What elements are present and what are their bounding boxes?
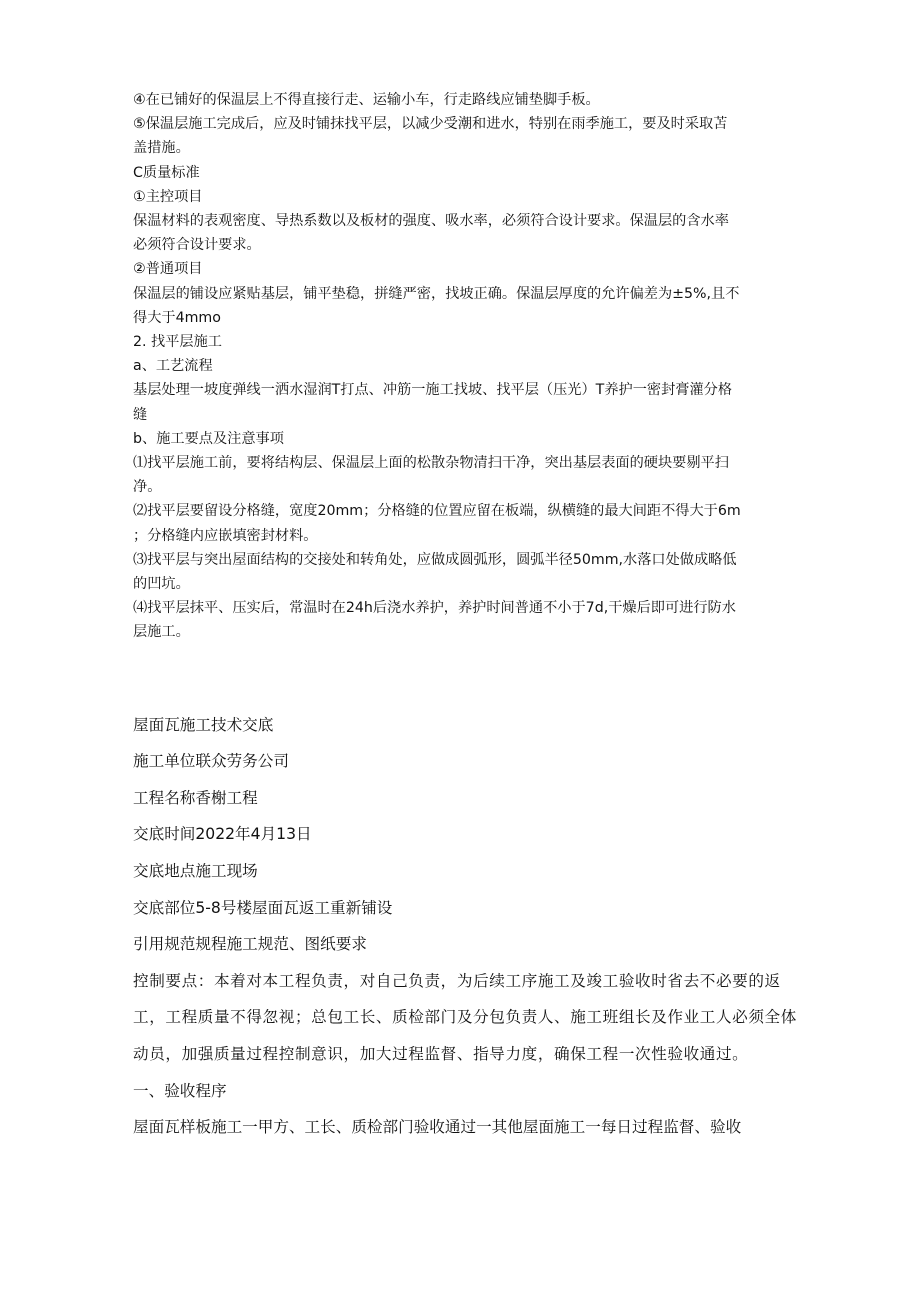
text-line: 基层处理一坡度弹线一洒水湿润T打点、冲筋一施工找坡、找平层（压光）T养护一密封膏灌分格 [133,382,733,399]
disclosure-section [133,707,803,1146]
text-line: 缝 [133,406,148,423]
subheading-key-points: b、施工要点及注意事项 [133,430,284,447]
text-line: ⑴找平层施工前，要将结构层、保温层上面的松散杂物清扫干净，突出基层表面的硬块要剔平扫 [133,455,729,472]
text-line: 保温层的铺设应紧贴基层，铺平垫稳，拼缝严密，找坡正确。保温层厚度的允许偏差为±5%,且不 [133,285,740,302]
disclosure-place: 交底地点施工现场 [133,862,258,881]
disclosure-part: 交底部位5-8号楼屋面瓦返工重新铺设 [133,898,393,917]
acceptance-heading: 一、验收程序 [133,1081,227,1100]
text-line: ⑶找平层与突出屋面结构的交接处和转角处，应做成圆弧形，圆弧半径50mm,水落口处做成略低 [133,551,737,568]
referenced-spec: 引用规范规程施工规范、图纸要求 [133,935,367,954]
subheading-general-items: ②普通项目 [133,261,203,278]
text-line: 保温材料的表观密度、导热系数以及板材的强度、吸水率，必须符合设计要求。保温层的含水率 [133,213,729,230]
section-heading-leveling: 2. 找平层施工 [133,334,222,351]
text-line: ⑤保温层施工完成后，应及时铺抹找平层，以减少受潮和进水，特别在雨季施工，要及时采取苫 [133,116,728,133]
text-line: ⑵找平层要留设分格缝，宽度20mm；分格缝的位置应留在板端，纵横缝的最大间距不得大于6m [133,503,741,520]
disclosure-title: 屋面瓦施工技术交底 [133,715,274,734]
document-page [133,88,803,1146]
text-line: 层施工。 [133,624,190,641]
text-line: ；分格缝内应嵌填密封材料。 [133,527,318,544]
control-points: 控制要点：本着对本工程负责，对自己负责，为后续工序施工及竣工验收时省去不必要的返工，工程质量不得忽视；总包工长、质检部门及分包负责人、施工班组长及作业工人必须全体动员，加强质量过程控制意识，加大过程监督、指导力度，确保工程一次性验收通过。 [133,971,797,1064]
disclosure-time: 交底时间2022年4月13日 [133,825,312,844]
text-line: 得大于4mmo [133,309,221,326]
subheading-process: a、工艺流程 [133,358,213,375]
text-line: ④在已铺好的保温层上不得直接行走、运输小车，行走路线应铺垫脚手板。 [133,92,600,108]
section-heading-quality: C质量标准 [133,164,200,181]
acceptance-procedure: 屋面瓦样板施工一甲方、工长、质检部门验收通过一其他屋面施工一每日过程监督、验收 [133,1118,742,1137]
text-line: 盖措施。 [133,140,190,157]
construction-unit: 施工单位联众劳务公司 [133,752,289,771]
text-line: ⑷找平层抹平、压实后，常温时在24h后浇水养护，养护时间普通不小于7d,干燥后即可进行防水 [133,600,736,617]
subheading-main-items: ①主控项目 [133,188,203,205]
text-line: 的凹坑。 [133,576,190,593]
text-line: 净。 [133,479,162,496]
text-line: 必须符合设计要求。 [133,237,261,254]
project-name: 工程名称香榭工程 [133,788,258,807]
